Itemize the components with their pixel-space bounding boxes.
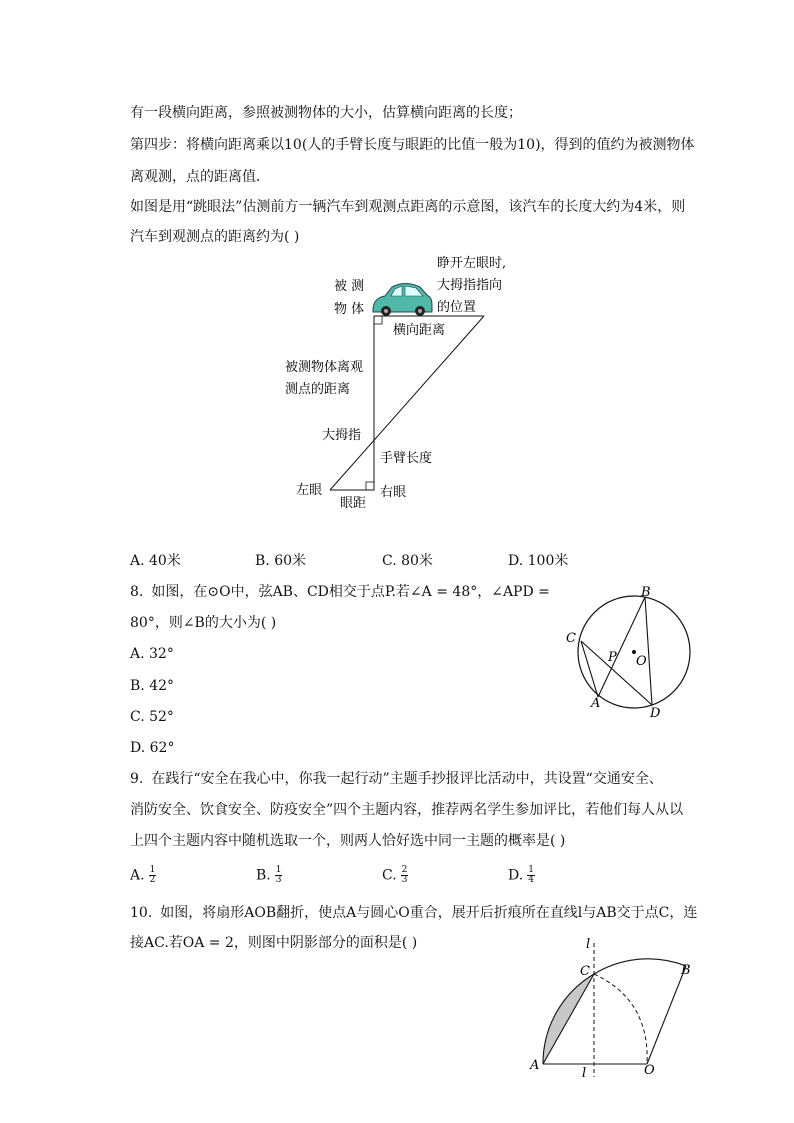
q8-option-a[interactable]: A. 32° — [130, 646, 174, 662]
q9-option-b-label: B. — [256, 867, 271, 884]
car-icon — [373, 284, 432, 317]
line-l-bottom-label: l — [582, 1066, 587, 1080]
label-distance-2: 测点的距离 — [285, 382, 351, 397]
q9-option-a[interactable] — [130, 866, 156, 885]
numerator: 1 — [528, 865, 534, 875]
point-o-label: O — [636, 654, 647, 669]
fraction — [149, 866, 157, 885]
q8-option-d[interactable]: D. 62° — [130, 740, 175, 756]
label-open-2: 大拇指指向 — [437, 278, 503, 293]
q8-stem-1: 如图，在⊙O中，弦AB、CD相交于点P.若∠A = 48°，∠APD = — [151, 584, 550, 600]
label-thumb: 大拇指 — [322, 428, 362, 443]
label-object-2: 物 体 — [334, 302, 365, 317]
fraction — [275, 866, 283, 885]
intro-line-5: 汽车到观测点的距离约为( ) — [130, 229, 300, 245]
numerator: 1 — [149, 865, 156, 875]
q10-stem-2: 接AC.若OA = 2，则图中阴影部分的面积是( ) — [130, 935, 418, 951]
denominator: 4 — [528, 875, 534, 885]
q9-option-d-label: D. — [508, 867, 524, 884]
fraction — [401, 866, 409, 885]
label-open-1: 睁开左眼时, — [437, 256, 507, 271]
label-eye-distance: 眼距 — [340, 496, 367, 511]
intro-line-4: 如图是用“跳眼法”估测前方一辆汽车到观测点距离的示意图，该汽车的长度大约为4米，则 — [130, 199, 686, 215]
q8-option-b[interactable]: B. 42° — [130, 678, 175, 694]
fraction — [527, 866, 535, 885]
q7-option-a[interactable]: A. 40米 — [130, 553, 181, 569]
point-b-label: B — [641, 585, 651, 600]
q8-line-1 — [130, 583, 550, 601]
q9-stem-1: 在践行“安全在我心中，你我一起行动”主题手抄报评比活动中，共设置“交通安全、 — [151, 771, 663, 787]
point-c-label: C — [566, 631, 576, 646]
q9-stem-2: 消防安全、饮食安全、防疫安全”四个主题内容，推荐两名学生参加评比，若他们每人从以 — [130, 802, 684, 818]
q9-stem-3: 上四个主题内容中随机选取一个，则两人恰好选中同一主题的概率是( ) — [130, 833, 566, 849]
q8-number: 8. — [130, 584, 144, 600]
point-p-label: P — [608, 650, 617, 665]
q9-option-d[interactable] — [508, 866, 535, 885]
q8-option-c[interactable]: C. 52° — [130, 709, 174, 725]
q7-option-d[interactable]: D. 100米 — [508, 553, 569, 569]
numerator: 2 — [401, 865, 408, 875]
q10-line-1 — [130, 904, 697, 922]
point-a-label: A — [591, 696, 601, 711]
denominator: 3 — [275, 875, 282, 885]
q9-option-c-label: C. — [382, 867, 397, 884]
label-open-3: 的位置 — [437, 300, 477, 315]
q8-stem-2: 80°，则∠B的大小为( ) — [130, 615, 277, 631]
label-left-eye: 左眼 — [296, 483, 323, 498]
point-b-label: B — [681, 963, 691, 978]
q7-option-b[interactable]: B. 60米 — [255, 553, 307, 569]
sector-figure — [525, 935, 705, 1080]
label-distance-1: 被测物体离观 — [285, 360, 364, 375]
q9-line-1 — [130, 770, 663, 788]
jump-eye-figure — [280, 250, 520, 520]
label-right-eye: 右眼 — [380, 485, 407, 500]
point-c-label: C — [580, 964, 590, 979]
intro-line-1: 有一段横向距离，参照被测物体的大小，估算横向距离的长度； — [130, 105, 522, 121]
intro-line-2: 第四步：将横向距离乘以10(人的手臂长度与眼距的比值一般为10)，得到的值约为被测物体 — [130, 137, 695, 153]
label-arm: 手臂长度 — [380, 451, 433, 466]
q7-option-c[interactable]: C. 80米 — [382, 553, 433, 569]
point-a-label: A — [530, 1058, 540, 1073]
q9-option-c[interactable] — [382, 866, 408, 885]
denominator: 3 — [401, 875, 408, 885]
circle-figure — [560, 580, 700, 725]
q10-stem-1: 如图，将扇形AOB翻折，使点A与圆心O重合，展开后折痕所在直线l与AB交于点C，连 — [160, 905, 698, 921]
numerator: 1 — [275, 865, 282, 875]
q10-number: 10. — [130, 905, 153, 921]
q9-option-a-label: A. — [130, 867, 145, 884]
label-object-1: 被 测 — [334, 279, 365, 294]
point-d-label: D — [650, 706, 661, 721]
line-l-top-label: l — [586, 937, 591, 952]
point-o-label: O — [644, 1063, 655, 1078]
intro-line-3: 离观测，点的距离值． — [130, 169, 270, 185]
q9-option-b[interactable] — [256, 866, 282, 885]
q9-number: 9. — [130, 771, 144, 787]
label-lateral: 横向距离 — [393, 323, 446, 338]
denominator: 2 — [149, 875, 156, 885]
